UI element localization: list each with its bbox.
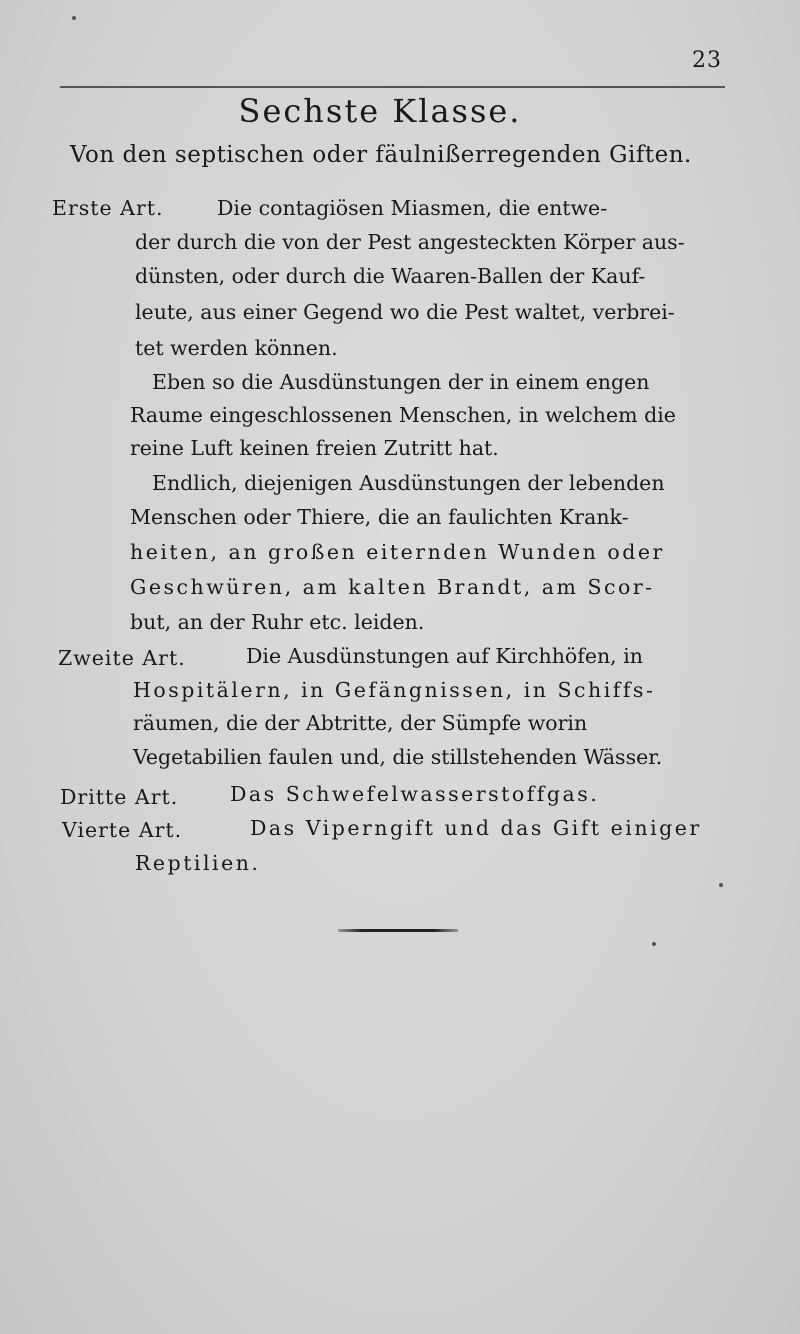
header-rule [60,86,725,88]
text-line: Raume eingeschlossenen Menschen, in welchem die [130,403,676,427]
text-line: Das Viperngift und das Gift einiger [250,816,702,840]
text-line: heiten, an großen eiternden Wunden oder [130,540,665,564]
text-line: Reptilien. [135,851,261,875]
page-number: 23 [692,48,722,73]
text-line: Endlich, diejenigen Ausdünstungen der lebenden [152,471,665,495]
text-line: Menschen oder Thiere, die an faulichten Krank- [130,505,629,529]
text-line: Hospitälern, in Gefängnissen, in Schiffs- [133,678,656,702]
text-line: Die contagiösen Miasmen, die entwe- [217,196,608,220]
text-line: räumen, die der Abtritte, der Sümpfe worin [133,711,588,735]
text-line: Die Ausdünstungen auf Kirchhöfen, in [246,644,643,668]
text-line: Eben so die Ausdünstungen der in einem engen [152,370,650,394]
paper-speck [652,942,656,946]
text-line: dünsten, oder durch die Waaren-Ballen der Kauf- [135,264,646,288]
entry-label-erste: Erste Art. [52,196,164,220]
text-line: leute, aus einer Gegend wo die Pest waltet, verbrei- [135,300,675,324]
text-line: Geschwüren, am kalten Brandt, am Scor- [130,575,655,599]
paper-speck [719,883,723,887]
text-line: reine Luft keinen freien Zutritt hat. [130,436,499,460]
entry-label-zweite: Zweite Art. [58,646,186,670]
text-line: Vegetabilien faulen und, die stillstehenden Wässer. [133,745,663,769]
text-line: Das Schwefelwasserstoffgas. [230,782,600,806]
end-ornament-rule [338,929,458,932]
chapter-subtitle: Von den septischen oder fäulnißerregenden Giften. [70,142,692,168]
paper-speck [72,16,76,20]
text-line: tet werden können. [135,336,338,360]
entry-label-dritte: Dritte Art. [60,785,179,809]
text-line: der durch die von der Pest angesteckten Körper aus- [135,230,685,254]
text-line: but, an der Ruhr etc. leiden. [130,610,425,634]
entry-label-vierte: Vierte Art. [62,818,183,842]
chapter-title: Sechste Klasse. [238,92,522,130]
